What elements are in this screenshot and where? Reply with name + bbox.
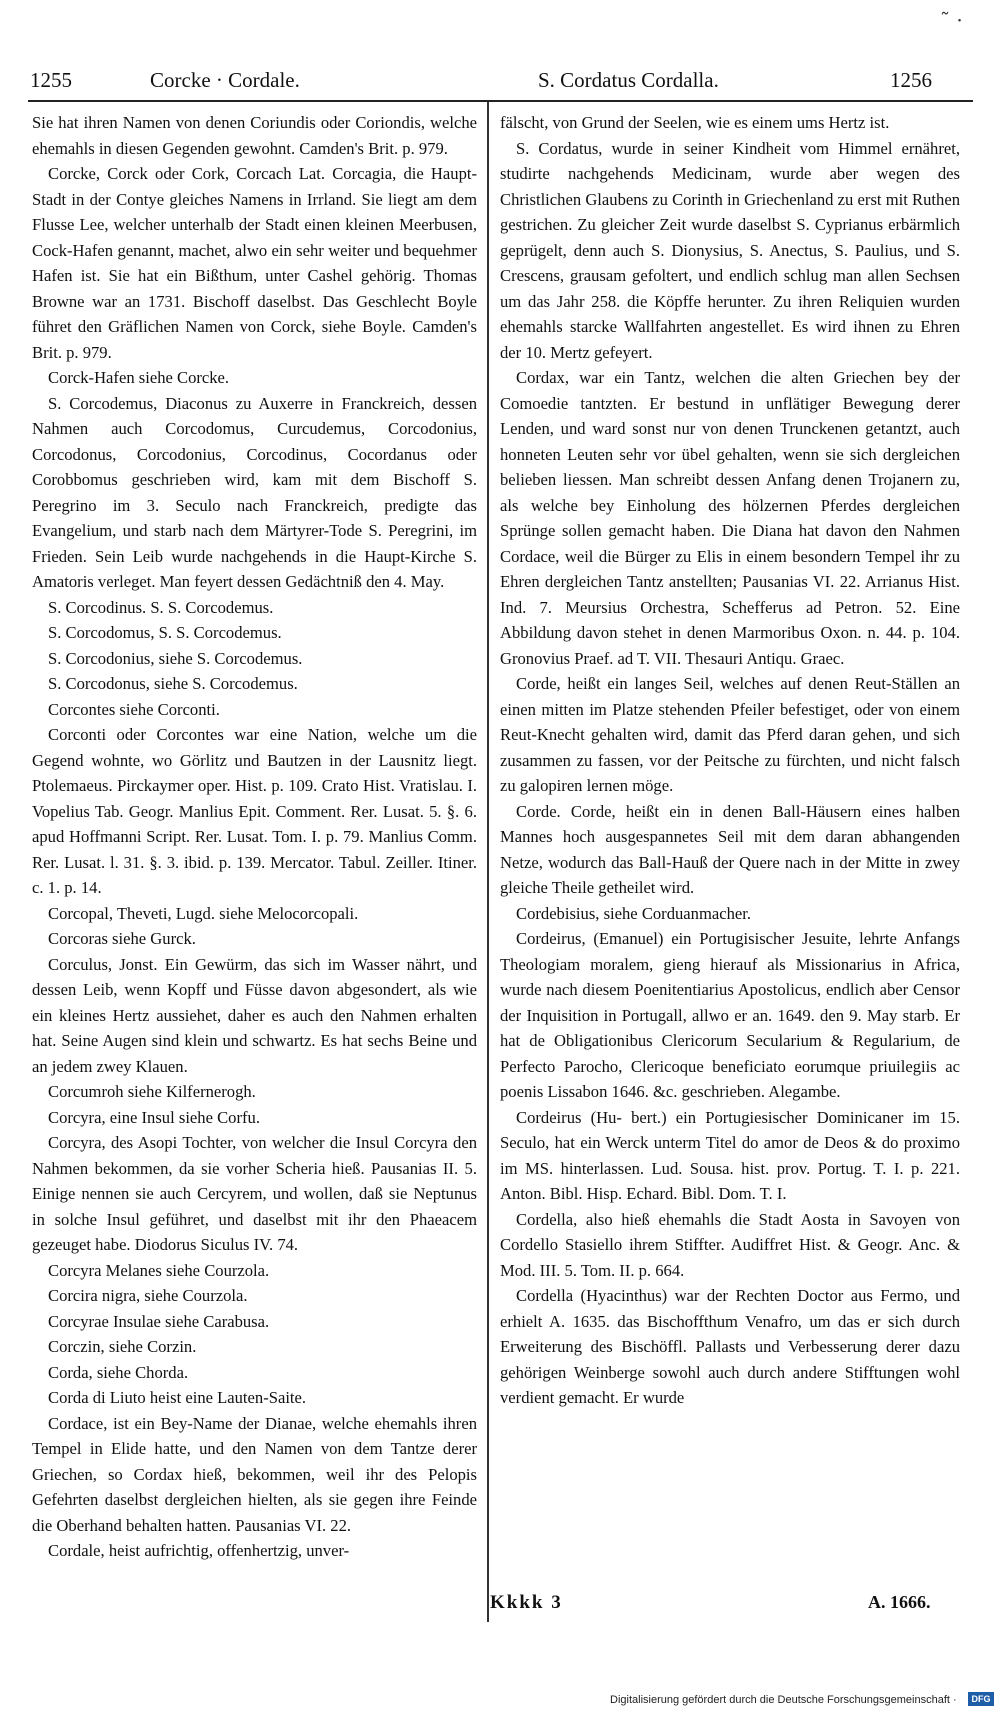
page-number-right: 1256 (890, 68, 932, 92)
signature-mark: Kkkk 3 (490, 1592, 563, 1613)
entry: S. Cordatus, wurde in seiner Kindheit vom Himmel ernähret, studirte nachgehends Medicinam, wurde aber wegen des Christlichen Glaubens zu Corinth in Griechenland zu erst mit Ruthen gestrichen. Zu gleicher Zeit wurde daselbst S. Cyprianus erbärmlich geprügelt, denn auch S. Dionysius, S. Anectus, S. Paulius, und S. Crescens, grausam gefoltert, und endlich schlug man allen Sechsen um das Jahr 258. die Köpffe herunter. Zu ihren Reliquien wurden ehemahls starcke Wallfahrten angestellet. Es wird ihnen zu Ehren der 10. Mertz gefeyert. (500, 138, 960, 362)
entry: S. Corcodonius, siehe S. Corcodemus. (48, 648, 303, 668)
entry: Corda, siehe Chorda. (48, 1362, 189, 1382)
entry: Corcopal, Theveti, Lugd. siehe Melocorcopali. (48, 903, 359, 923)
column-divider (487, 102, 489, 1622)
left-column (32, 110, 477, 1564)
entry: fälscht, von Grund der Seelen, wie es einem ums Hertz ist. (500, 113, 890, 132)
entry: S. Corcodinus. S. S. Corcodemus. (48, 597, 274, 617)
entry: Corcyra, des Asopi Tochter, von welcher die Insul Corcyra den Nahmen bekommen, da sie vorher Scheria hieß. Pausanias II. 5. Einige nennen sie auch Cercyrem, und wollen, daß sie Neptunus in solche Insul geführet, und daselbst mit ihr den Phaeacem gezeuget habe. Diodorus Siculus IV. 74. (32, 1133, 477, 1254)
entry: Cordeirus (Hu- bert.) ein Portugiesischer Dominicaner im 15. Seculo, hat ein Werck unterm Titel do amor de Deos & do proximo im MS. hinterlassen. Lud. Sousa. hist. prov. Portug. T. I. p. 221. Anton. Bibl. Hisp. Echard. Bibl. Dom. T. I. (500, 1107, 960, 1203)
entry: S. Corcodonus, siehe S. Corcodemus. (48, 674, 298, 693)
dfg-logo: DFG (968, 1692, 994, 1706)
entry: Corda di Liuto heist eine Lauten-Saite. (48, 1388, 307, 1407)
entry: Cordax, war ein Tantz, welchen die alten Griechen bey der Comoedie tantzten. Er bestund in unflätiger Bewegung derer Lenden, und ward sonst nur von denen Trunckenen getantzt, auch honneten Leuten sehr vor übel gehalten, wenn sie sich dergleichen belieben liessen. Man schreibt dessen Anfang denen Trojanern zu, als welche bey Einholung des hölzernen Pferdes dergleichen Sprünge sollen gemacht haben. Die Diana hat davon den Nahmen Cordace, weil die Bürger zu Elis in einem besondern Tempel ihr zu Ehren dergleichen Tantz anstellten; Pausanias VI. 22. Arrianus Hist. Ind. 7. Meursius Orchestra, Schefferus ad Petron. 52. Eine Abbildung davon stehet in denen Marmoribus Oxon. n. 44. p. 104. Gronovius Praef. ad T. VII. Thesauri Antiqu. Graec. (500, 368, 960, 668)
entry: Corde, heißt ein langes Seil, welches auf denen Reut-Ställen an einen mitten im Platze stehenden Pfeiler befestiget, oder von einem Reut-Knecht gehalten wird, damit das Pferd daran gehen, und sich zusammen zu fassen, vor der Peitsche zu fürchten, und nicht falsch zu galopiren lernen möge. (500, 674, 960, 795)
entry: Corconti oder Corcontes war eine Nation, welche um die Gegend wohnte, wo Görlitz und Bautzen in der Lausnitz liegt. Ptolemaeus. Pirckaymer oper. Hist. p. 109. Crato Hist. Vratislau. I. Vopelius Tab. Geogr. Manlius Epit. Comment. Rer. Lusat. 5. §. 6. apud Hoffmanni Script. Rer. Lusat. Tom. I. p. 79. Manlius Comm. Rer. Lusat. l. 31. §. 3. ibid. p. 139. Mercator. Tabul. Zeiller. Itiner. c. 1. p. 14. (32, 725, 477, 897)
entry: Corculus, Jonst. Ein Gewürm, das sich im Wasser nährt, und dessen Leib, wenn Kopff und Füsse davon abgesondert, als wie ein kleines Hertz aussiehet, daher es auch den Nahmen erhalten hat. Seine Augen sind klein und schwartz. Es hat sechs Beine und an jedem zwey Klauen. (32, 954, 477, 1076)
running-header (30, 62, 970, 102)
right-column (500, 110, 960, 1411)
entry: S. Corcodemus, Diaconus zu Auxerre in Franckreich, dessen Nahmen auch Corcodomus, Curcudemus, Corcodonius, Corcodonus, Corcodonius, Corcodinus, Cocordanus oder Corobbomus geschrieben wird, kam mit dem Bischoff S. Peregrino im 3. Seculo nach Franckreich, predigte das Evangelium, und starb nach dem Märtyrer-Tode S. Peregrini, im Frieden. Sein Leib wurde nachgehends in die Haupt-Kirche S. Amatoris verleget. Man feyert dessen Gedächtniß den 4. May. (32, 393, 477, 591)
header-words-left: Corcke · Cordale. (150, 68, 300, 92)
header-words-right: S. Cordatus Cordalla. (538, 68, 719, 92)
entry: Corcyra Melanes siehe Courzola. (48, 1260, 270, 1280)
entry: Cordebisius, siehe Corduanmacher. (516, 903, 752, 923)
entry: Cordale, heist aufrichtig, offenhertzig, unver- (48, 1541, 350, 1560)
entry: Corcke, Corck oder Cork, Corcach Lat. Corcagia, die Haupt-Stadt in der Contye gleiches Namens in Irrland. Sie liegt am dem Flusse Lee, welcher unterhalb der Stadt einen kleinen Meerbusen, Cock-Hafen genannt, machet, alwo ein sehr weiter und bequehmer Hafen ist. Sie hat ein Bißthum, unter Cashel gehörig. Thomas Browne war an 1731. Bischoff daselbst. Das Geschlecht Boyle führet den Gräflichen Namen von Corck, siehe Boyle. Camden's Brit. p. 979. (32, 164, 477, 362)
entry: Cordella, also hieß ehemahls die Stadt Aosta in Savoyen von Cordello Stasiello ihrem Stiffter. Audiffret Hist. & Geogr. Anc. & Mod. III. 5. Tom. II. p. 664. (500, 1209, 960, 1280)
entry: Corcyrae Insulae siehe Carabusa. (48, 1311, 270, 1331)
entry: Corcoras siehe Gurck. (48, 929, 196, 948)
entry: Corck-Hafen siehe Corcke. (48, 368, 230, 387)
digitization-credit: Digitalisierung gefördert durch die Deutsche Forschungsgemeinschaft · (610, 1694, 957, 1706)
entry: Corczin, siehe Corzin. (48, 1337, 197, 1356)
entry: Corde. Corde, heißt ein in denen Ball-Häusern eines halben Mannes hoch ausgespannetes Seil mit dem daran abhangenden Netze, wodurch das Ball-Hauß der Quere nach in der Mitte in zwey gleiche Theile getheilet wird. (500, 801, 960, 897)
entry: Corcira nigra, siehe Courzola. (48, 1286, 248, 1305)
entry: Cordeirus, (Emanuel) ein Portugisischer Jesuite, lehrte Anfangs Theologiam moralem, gieng hierauf als Missionarius in Africa, wurde nach diesem Poenitentiarius Apostolicus, endlich aber Censor der Inquisition in Portugall, allwo er an. 1649. den 9. May starb. Er hat de Obligationibus Clericorum Secularium & Regularium, de Perfecto Parocho, Clericoque beneficiato eorumque priuilegiis ac poenis Lissabon 1646. &c. geschrieben. Alegambe. (500, 929, 960, 1101)
catchword: A. 1666. (868, 1592, 931, 1612)
entry: Corcumroh siehe Kilfernerogh. (48, 1082, 256, 1101)
entry: Corcyra, eine Insul siehe Corfu. (48, 1107, 260, 1127)
entry: Cordella (Hyacinthus) war der Rechten Doctor aus Fermo, und erhielt A. 1635. das Bischoffthum Venafro, um das er sich durch Erweiterung des Bischöffl. Pallasts und Verbesserung derer dazu gehörigen Weinberge sowohl auch durch andere Stifftungen wohl verdient gemacht. Er wurde (500, 1286, 960, 1407)
header-rule (28, 100, 973, 102)
entry: Sie hat ihren Namen von denen Coriundis oder Coriondis, welche ehemahls in diesen Gegenden gewohnt. Camden's Brit. p. 979. (32, 113, 477, 158)
page-number-left: 1255 (30, 68, 72, 92)
corner-mark: ˜ · (940, 8, 963, 32)
entry: Corcontes siehe Corconti. (48, 699, 220, 719)
entry: S. Corcodomus, S. S. Corcodemus. (48, 623, 282, 642)
entry: Cordace, ist ein Bey-Name der Dianae, welche ehemahls ihren Tempel in Elide hatte, und den Namen von dem Tantze derer Griechen, so Cordax hieß, bekommen, weil ihr des Pelopis Gefehrten daselbst dergleichen hielten, als sie gegen ihre Feinde die Oberhand behalten hatten. Pausanias VI. 22. (32, 1413, 477, 1535)
